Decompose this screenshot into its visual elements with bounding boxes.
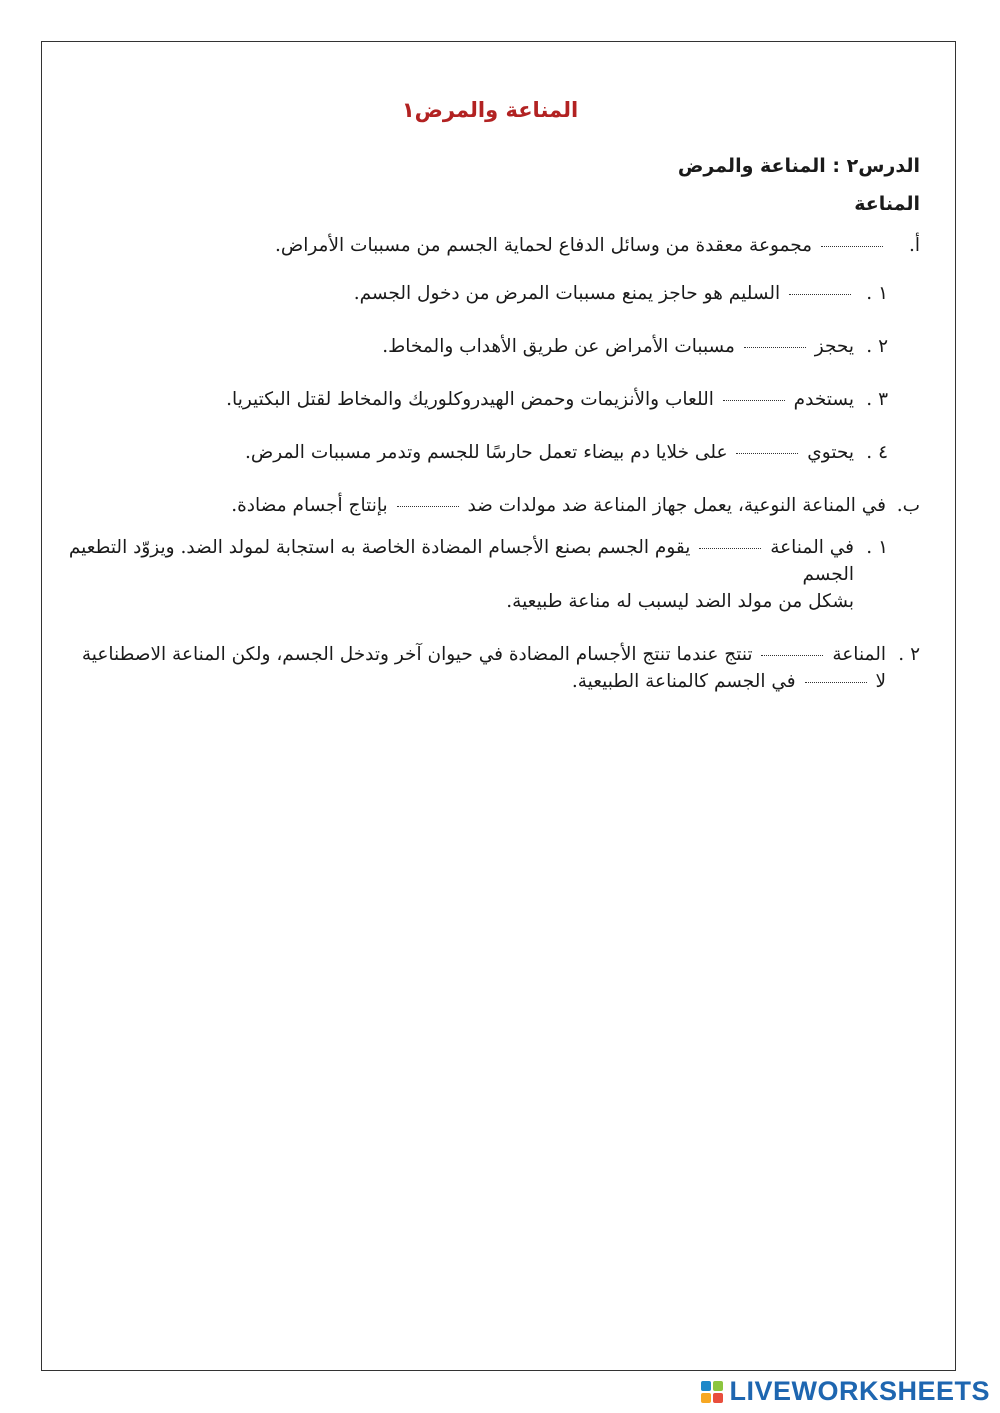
item-text: على خلايا دم بيضاء تعمل حارسًا للجسم وتدمر مسببات المرض.: [245, 441, 728, 463]
item-b2: [60, 642, 920, 696]
lesson-heading: الدرس٢ : المناعة والمرض: [677, 155, 920, 178]
item-a1: [60, 281, 888, 308]
answer-blank[interactable]: [821, 245, 883, 247]
item-marker: أ.: [908, 234, 920, 256]
answer-blank[interactable]: [761, 654, 823, 656]
item-marker: ب.: [896, 494, 920, 516]
item-text: مجموعة معقدة من وسائل الدفاع لحماية الجسم من مسببات الأمراض.: [274, 234, 813, 256]
item-text: تنتج عندما تنتج الأجسام المضادة في حيوان آخر وتدخل الجسم، ولكن المناعة الاصطناعية: [81, 643, 753, 665]
item-a: [60, 233, 920, 260]
item-a2: [60, 334, 888, 361]
item-marker: ٣ .: [866, 388, 888, 410]
item-a4: [60, 440, 888, 467]
item-text-before: يحتوي: [807, 441, 854, 463]
item-text: مسببات الأمراض عن طريق الأهداب والمخاط.: [382, 336, 735, 358]
item-marker: ٢ .: [866, 336, 888, 358]
item-marker: ١ .: [866, 283, 888, 305]
item-text: بإنتاج أجسام مضادة.: [231, 494, 388, 516]
item-text-before: يحجز: [814, 336, 854, 358]
item-text-before: يستخدم: [793, 388, 854, 410]
item-text: اللعاب والأنزيمات وحمض الهيدروكلوريك والمخاط لقتل البكتيريا.: [226, 388, 714, 410]
answer-blank[interactable]: [805, 681, 867, 683]
item-b1: [60, 535, 888, 615]
liveworksheets-logo-icon: [701, 1381, 723, 1403]
item-text-continuation: بشكل من مولد الضد ليسبب له مناعة طبيعية.: [506, 591, 854, 613]
item-text-continuation-before: لا: [875, 670, 886, 692]
worksheet-title: المناعة والمرض١: [401, 98, 579, 122]
item-text: السليم هو حاجز يمنع مسببات المرض من دخول الجسم.: [353, 283, 781, 305]
answer-blank[interactable]: [789, 293, 851, 295]
worksheet: [60, 95, 920, 695]
answer-blank[interactable]: [723, 399, 785, 401]
item-a3: [60, 387, 888, 414]
item-b: [60, 493, 920, 520]
item-text-before: المناعة: [832, 643, 886, 665]
item-text-before: في المناعة: [770, 537, 854, 559]
liveworksheets-logo: [701, 1376, 990, 1407]
answer-blank[interactable]: [736, 452, 798, 454]
item-marker: ١ .: [866, 537, 888, 559]
answer-blank[interactable]: [699, 547, 761, 549]
item-marker: ٢ .: [898, 643, 920, 665]
answer-blank[interactable]: [744, 346, 806, 348]
item-text: يقوم الجسم بصنع الأجسام المضادة الخاصة به استجابة لمولد الضد. ويزوّد التطعيم الجسم: [68, 537, 854, 586]
item-text-before: في المناعة النوعية، يعمل جهاز المناعة ضد مولدات ضد: [467, 494, 886, 516]
answer-blank[interactable]: [397, 505, 459, 507]
item-marker: ٤ .: [866, 441, 888, 463]
section-heading: المناعة: [854, 192, 920, 215]
item-text-continuation: في الجسم كالمناعة الطبيعية.: [571, 670, 796, 692]
logo-text: LIVEWORKSHEETS: [729, 1376, 990, 1406]
